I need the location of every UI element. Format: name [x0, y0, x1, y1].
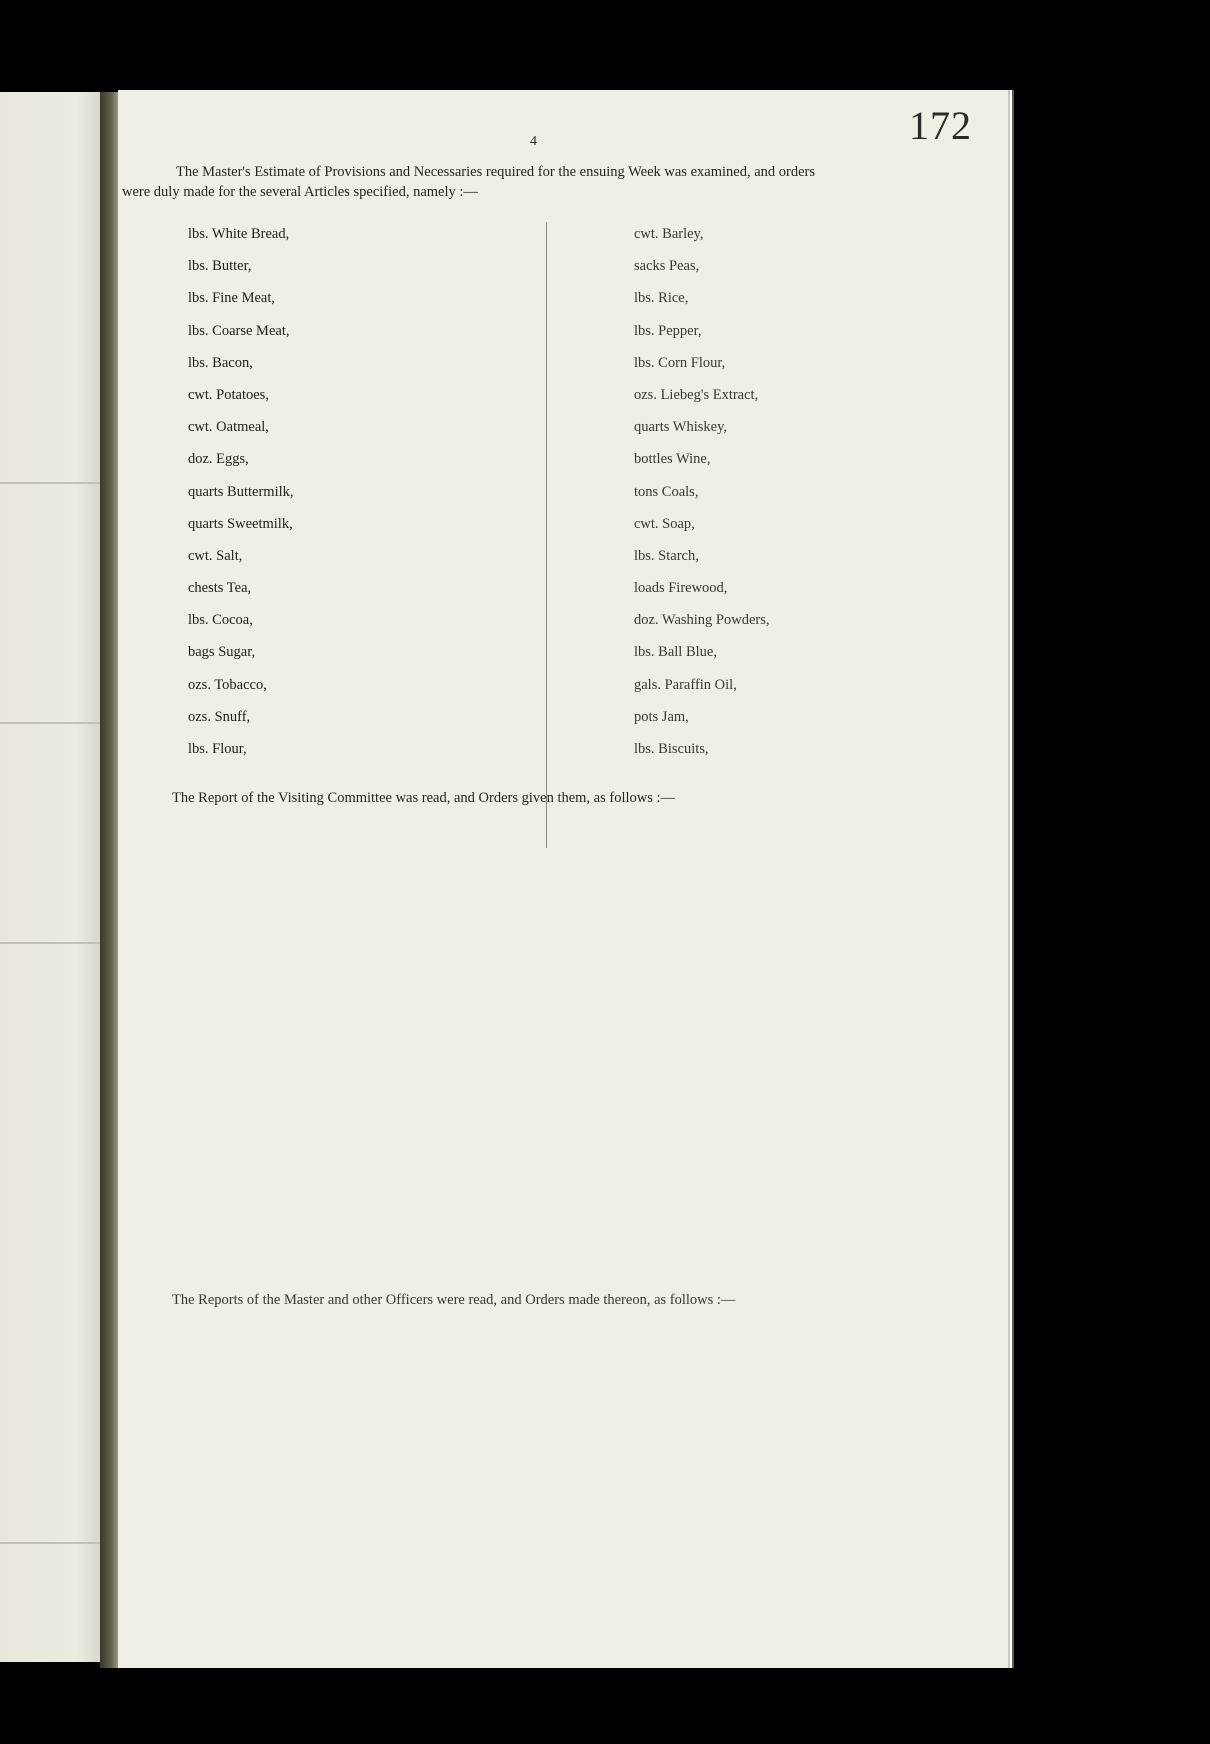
- facing-page-rule: [0, 482, 100, 484]
- sheet-number: 4: [530, 134, 537, 149]
- provision-item: lbs. Flour,: [188, 741, 247, 757]
- provision-item: lbs. Rice,: [634, 290, 689, 307]
- provision-item: loads Firewood,: [634, 580, 728, 597]
- provision-item: sacks Peas,: [634, 258, 700, 275]
- provision-item: lbs. Cocoa,: [188, 612, 253, 629]
- provision-item: ozs. Liebeg's Extract,: [634, 386, 759, 403]
- provision-item: cwt. Salt,: [188, 547, 243, 564]
- provision-item: lbs. Ball Blue,: [634, 644, 717, 661]
- column-divider: [546, 222, 547, 848]
- ledger-page: [118, 90, 1008, 1668]
- provision-item: gals. Paraffin Oil,: [634, 676, 737, 693]
- provision-item: doz. Eggs,: [188, 451, 249, 468]
- provision-item: ozs. Tobacco,: [188, 676, 267, 693]
- provision-item: bags Sugar,: [188, 644, 256, 661]
- estimate-intro-line-2: were duly made for the several Articles specified, namely :—: [122, 184, 478, 200]
- provision-item: bottles Wine,: [634, 451, 711, 468]
- provision-item: lbs. Pepper,: [634, 322, 702, 339]
- visiting-committee-report: The Report of the Visiting Committee was read, and Orders given them, as follows :—: [172, 790, 676, 806]
- facing-page-rule: [0, 1542, 100, 1544]
- provision-item: lbs. White Bread,: [188, 226, 290, 242]
- provision-item: lbs. Corn Flour,: [634, 354, 726, 371]
- facing-page: [0, 92, 110, 1662]
- provision-item: quarts Whiskey,: [634, 419, 728, 436]
- facing-page-rule: [0, 942, 100, 944]
- estimate-intro-line-1: The Master's Estimate of Provisions and Necessaries required for the ensuing Week was examined, and orders: [176, 164, 815, 180]
- provision-item: cwt. Barley,: [634, 226, 704, 242]
- provision-item: lbs. Biscuits,: [634, 741, 709, 757]
- facing-page-rule: [0, 722, 100, 724]
- provision-item: lbs. Fine Meat,: [188, 290, 275, 307]
- page-number: 172: [909, 103, 972, 148]
- provision-item: tons Coals,: [634, 483, 699, 500]
- officers-reports: The Reports of the Master and other Officers were read, and Orders made thereon, as follows :—: [172, 1292, 736, 1308]
- provision-item: cwt. Soap,: [634, 515, 695, 532]
- provision-item: pots Jam,: [634, 708, 689, 725]
- provision-item: lbs. Coarse Meat,: [188, 322, 290, 339]
- provisions-list-right: [634, 218, 770, 765]
- provision-item: lbs. Bacon,: [188, 354, 253, 371]
- provision-item: ozs. Snuff,: [188, 708, 251, 725]
- provision-item: chests Tea,: [188, 580, 252, 597]
- provision-item: quarts Buttermilk,: [188, 483, 294, 500]
- provision-item: cwt. Oatmeal,: [188, 419, 269, 436]
- provision-item: quarts Sweetmilk,: [188, 515, 293, 532]
- provision-item: lbs. Starch,: [634, 547, 699, 564]
- provision-item: cwt. Potatoes,: [188, 386, 269, 403]
- provision-item: doz. Washing Powders,: [634, 612, 770, 629]
- provisions-list-left: [188, 218, 294, 765]
- provision-item: lbs. Butter,: [188, 258, 252, 275]
